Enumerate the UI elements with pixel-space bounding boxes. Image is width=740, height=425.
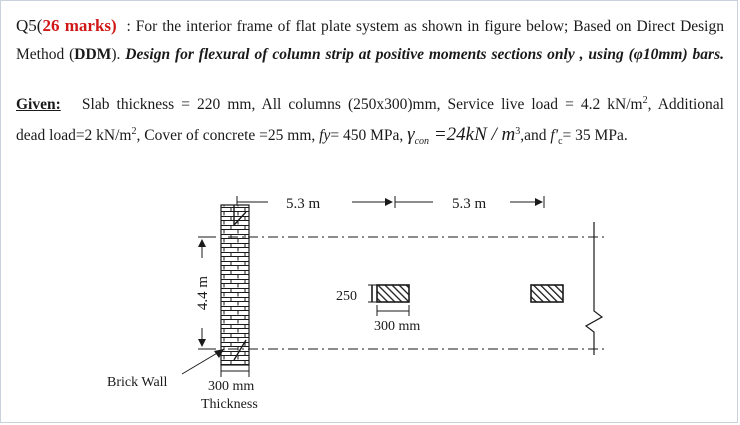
given-and: ,and (520, 127, 551, 144)
given-fc-value: = 35 MPa. (562, 127, 628, 144)
column-width-dimension (374, 305, 420, 334)
height-label: 4.4 m (195, 275, 211, 311)
sup-2a: 2 (642, 94, 648, 106)
fc-symbol: f′ (550, 127, 559, 144)
brick-wall (221, 205, 249, 365)
column-depth-dimension (336, 285, 380, 304)
question-task: Design for flexural of column strip at positive moments sections only , using (φ10mm) bars. (125, 46, 724, 63)
column-2 (531, 285, 563, 302)
unit-weight: =24kN / m (429, 124, 516, 145)
given-dead-load: dead load=2 kN/m (16, 127, 132, 144)
brick-wall-callout (107, 349, 224, 390)
ddm-term: DDM (74, 46, 112, 63)
ddm-close: ). (111, 46, 126, 63)
break-line (586, 222, 602, 355)
span-dimension (237, 196, 544, 212)
wall-thickness-value: 300 mm (208, 379, 255, 394)
column-width-label: 300 mm (374, 319, 421, 334)
brick-wall-label: Brick Wall (107, 375, 168, 390)
column-depth-label: 250 (336, 289, 357, 304)
span-1-label: 5.3 m (286, 196, 321, 212)
given-additional: , Additional (647, 96, 724, 113)
gamma-subscript: con (414, 136, 430, 148)
span-2-label: 5.3 m (452, 196, 487, 212)
wall-thickness-word: Thickness (201, 397, 258, 412)
gamma-symbol: γ (407, 124, 415, 145)
sup-2b: 2 (131, 125, 137, 137)
wall-thickness-dimension (201, 365, 258, 412)
given-slab-columns-live-load: Slab thickness = 220 mm, All columns (250x300)mm, Service live load = 4.2 kN/m (81, 96, 643, 113)
fc-subscript: c (558, 136, 563, 148)
given-label: Given: (16, 96, 61, 113)
given-cover: , Cover of concrete =25 mm, (136, 127, 320, 144)
question-number: Q5( (16, 16, 43, 35)
height-dimension (195, 237, 216, 349)
fy-symbol: fy (319, 127, 331, 144)
sup-3: 3 (515, 125, 521, 137)
question-intro: For the interior frame of flat plate system as shown in figure below; Based on Direct Design Method ( (16, 18, 724, 63)
question-marks: 26 marks) (42, 16, 117, 35)
question-colon: : (126, 18, 131, 35)
given-fy-value: = 450 MPa, (330, 127, 408, 144)
column-1 (377, 285, 409, 302)
